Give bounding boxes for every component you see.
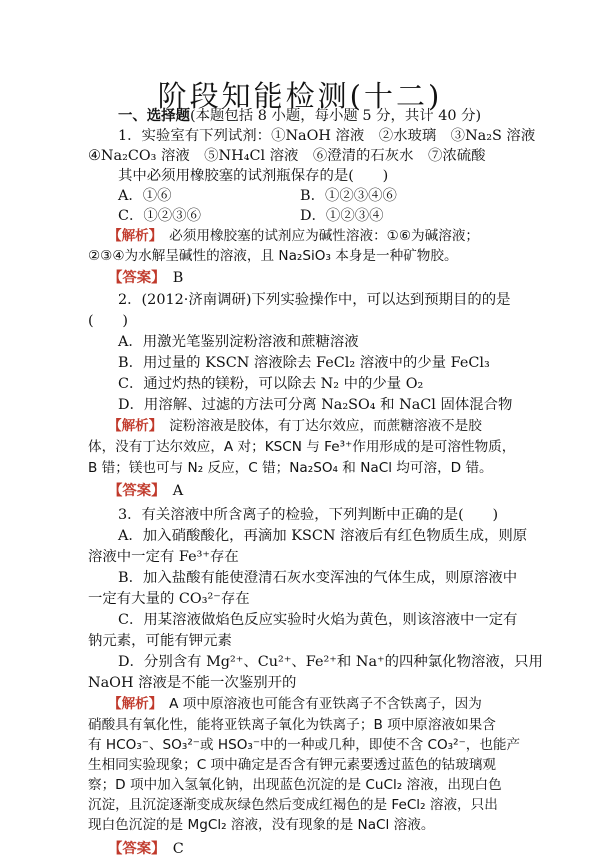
q3-option-c-line2: 钠元素，可能有钾元素 — [88, 633, 232, 649]
q3-analysis-line3: 有 HCO₃⁻、SO₃²⁻或 HSO₃⁻中的一种或几种，即使不含 CO₃²⁻，也能产 — [88, 737, 521, 753]
q1-option-c: C．①②③⑥ — [118, 208, 201, 224]
q2-stem-line1: 2．(2012·济南调研)下列实验操作中，可以达到预期目的的是 — [118, 292, 511, 308]
page-title: 阶段知能检测(十二) — [157, 79, 443, 113]
q3-option-a-line1: A．加入硝酸酸化，再滴加 KSCN 溶液后有红色物质生成，则原 — [118, 528, 528, 544]
q3-analysis-line2: 硝酸具有氧化性，能将亚铁离子氧化为铁离子；B 项中原溶液如果含 — [88, 717, 496, 733]
q2-analysis-text1: 淀粉溶液是胶体，有丁达尔效应，而蔗糖溶液不是胶 — [169, 418, 482, 434]
q2-option-a: A．用激光笔鉴别淀粉溶液和蔗糖溶液 — [118, 334, 359, 350]
section-label: 一、选择题 — [118, 107, 190, 124]
analysis-tag: 【解析】 — [108, 696, 156, 712]
q3-stem-line1: 3．有关溶液中所含离子的检验，下列判断中正确的是( ) — [118, 507, 499, 523]
q2-analysis-line2: 体，没有丁达尔效应，A 对；KSCN 与 Fe³⁺作用形成的是可溶性物质， — [88, 439, 516, 455]
q1-analysis-line1 — [108, 226, 479, 246]
q3-analysis-line7: 现白色沉淀的是 MgCl₂ 溶液，没有现象的是 NaCl 溶液。 — [88, 817, 435, 833]
q1-stem-line1: 1．实验室有下列试剂：①NaOH 溶液 ②水玻璃 ③Na₂S 溶液 — [118, 128, 536, 144]
q2-answer — [108, 481, 183, 501]
q2-option-b: B．用过量的 KSCN 溶液除去 FeCl₂ 溶液中的少量 FeCl₃ — [118, 355, 490, 371]
q1-option-d: D．①②③④ — [300, 208, 384, 224]
q1-answer-value: B — [172, 270, 184, 286]
q3-option-c-line1: C．用某溶液做焰色反应实验时火焰为黄色，则该溶液中一定有 — [118, 612, 518, 628]
q1-analysis-line2: ②③④为水解呈碱性的溶液，且 Na₂SiO₃ 本身是一种矿物胶。 — [88, 248, 458, 264]
q1-answer — [108, 268, 183, 288]
q2-analysis-line1 — [108, 416, 482, 436]
section-heading — [118, 106, 481, 126]
q2-option-d: D．用溶解、过滤的方法可分离 Na₂SO₄ 和 NaCl 固体混合物 — [118, 397, 513, 413]
q3-option-a-line2: 溶液中一定有 Fe³⁺存在 — [88, 549, 239, 565]
analysis-tag: 【解析】 — [108, 418, 156, 434]
q3-analysis-line6: 沉淀，且沉淀逐渐变成灰绿色然后变成红褐色的是 FeCl₂ 溶液，只出 — [88, 797, 498, 813]
q3-analysis-line5: 察；D 项中加入氢氧化钠，出现蓝色沉淀的是 CuCl₂ 溶液，出现白色 — [88, 777, 502, 793]
q2-option-c: C．通过灼热的镁粉，可以除去 N₂ 中的少量 O₂ — [118, 376, 424, 392]
q3-option-d-line2: NaOH 溶液是不能一次鉴别开的 — [88, 675, 297, 691]
q1-analysis-text1: 必须用橡胶塞的试剂应为碱性溶液：①⑥为碱溶液； — [169, 228, 480, 244]
q3-option-b-line1: B．加入盐酸有能使澄清石灰水变浑浊的气体生成，则原溶液中 — [118, 570, 518, 586]
q1-option-b: B．①②③④⑥ — [300, 188, 397, 204]
q1-options-row1 — [118, 186, 558, 206]
q1-stem-line3: 其中必须用橡胶塞的试剂瓶保存的是( ) — [118, 168, 389, 184]
q1-option-a: A．①⑥ — [118, 188, 172, 204]
q1-stem-line2: ④Na₂CO₃ 溶液 ⑤NH₄Cl 溶液 ⑥澄清的石灰水 ⑦浓硫酸 — [88, 148, 486, 164]
answer-tag: 【答案】 — [108, 840, 159, 857]
q3-analysis-line1 — [108, 694, 482, 714]
q3-analysis-line4: 生相同实验现象；C 项中确定是否含有钾元素要透过蓝色的钴玻璃观 — [88, 757, 497, 773]
q3-option-d-line1: D．分别含有 Mg²⁺、Cu²⁺、Fe²⁺和 Na⁺的四种氯化物溶液，只用 — [118, 654, 543, 670]
answer-tag: 【答案】 — [108, 482, 159, 499]
q3-option-b-line2: 一定有大量的 CO₃²⁻存在 — [88, 591, 250, 607]
q3-answer-value: C — [158, 841, 184, 857]
q2-analysis-line3: B 错；镁也可与 N₂ 反应，C 错；Na₂SO₄ 和 NaCl 均可溶，D 错。 — [88, 460, 493, 476]
analysis-tag: 【解析】 — [108, 228, 156, 244]
q2-answer-value: A — [172, 483, 184, 499]
q3-analysis-text1: A 项中原溶液也可能含有亚铁离子不含铁离子，因为 — [169, 696, 482, 712]
section-note: (本题包括 8 小题，每小题 5 分，共计 40 分) — [189, 108, 482, 124]
q3-answer — [108, 839, 184, 859]
q1-options-row2 — [118, 206, 558, 226]
q2-stem-line2: ( ) — [88, 313, 129, 329]
answer-tag: 【答案】 — [108, 269, 159, 286]
